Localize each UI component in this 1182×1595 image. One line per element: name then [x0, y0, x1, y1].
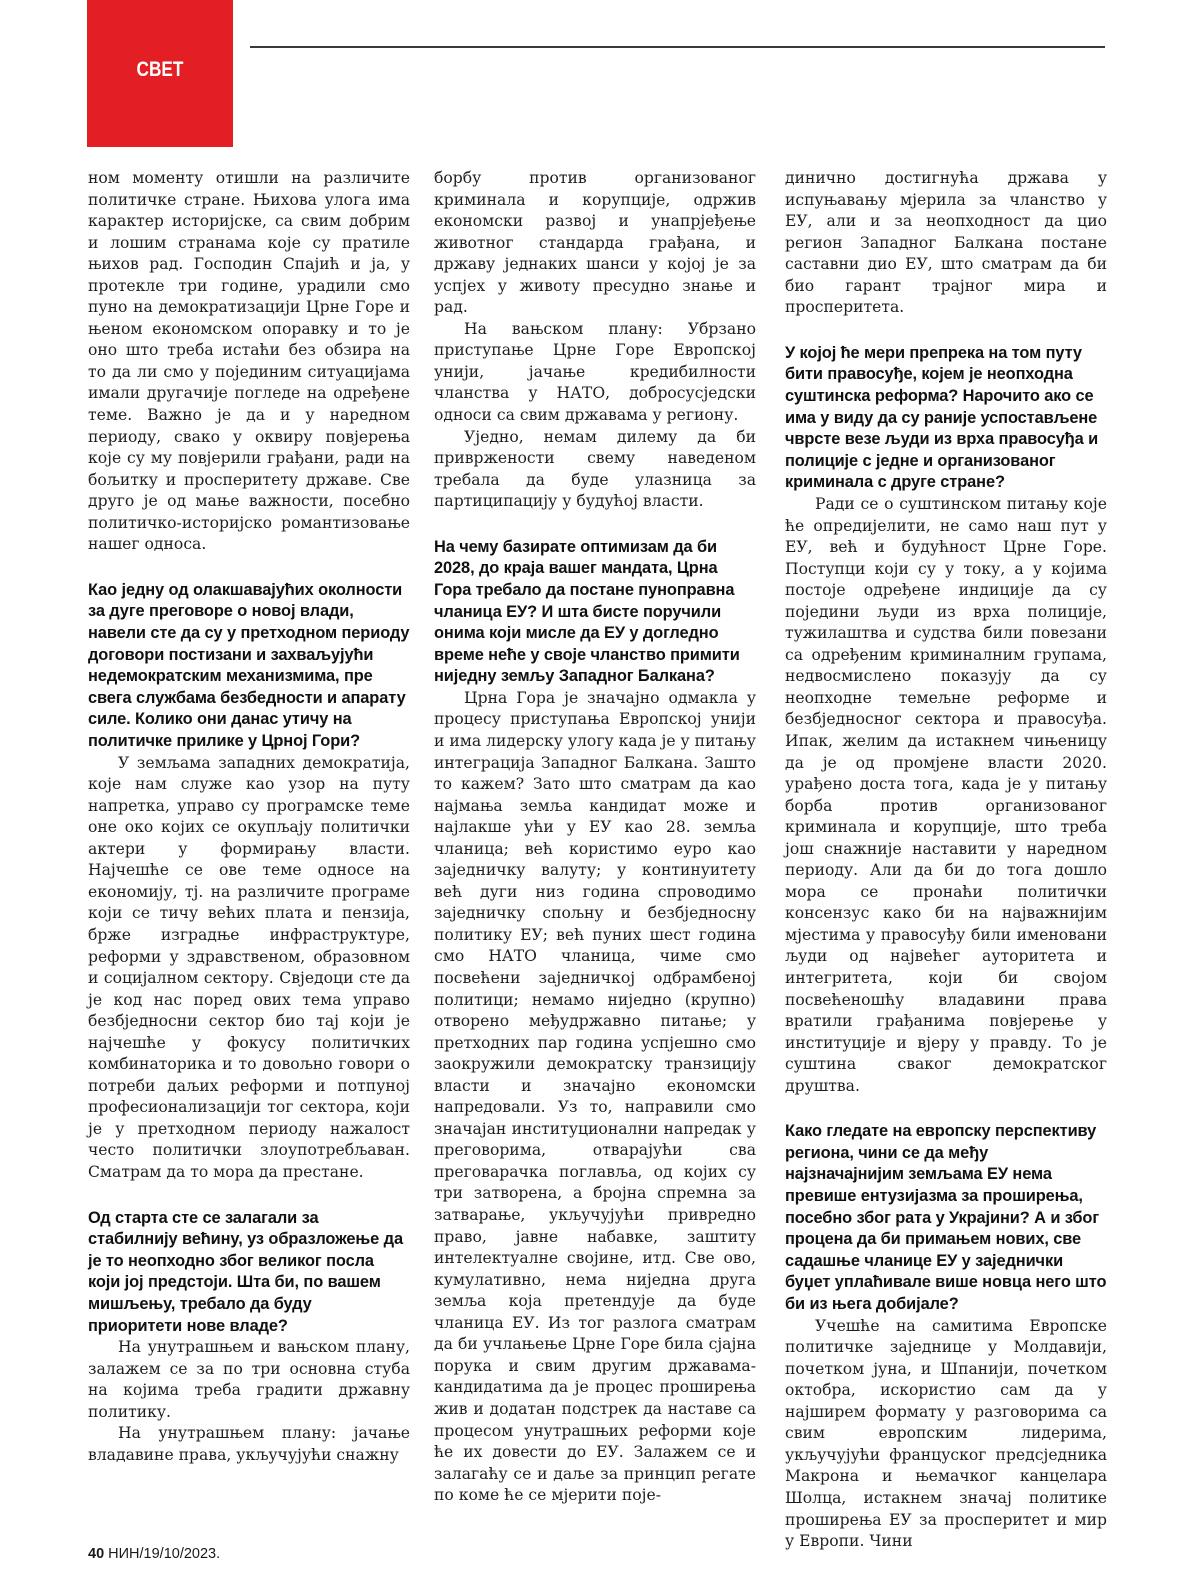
- interview-question: Као једну од олакшавајућих околности за дуге преговоре о новој влади, навели сте да су у претходном периоду договори постизани и захваљујући недемократским механизмима, пре свега службама безбедности и апарату силе. Колико они данас утичу на политичке прилике у Црној Гори?: [88, 580, 410, 750]
- article-column-2: [434, 168, 756, 1507]
- section-tab: [87, 0, 233, 147]
- paragraph: На унутрашњем плану: јачање владавине права, укључујући снажну: [88, 1424, 410, 1464]
- interview-question: Како гледате на европску перспективу региона, чини се да међу најзначајнијим земљама ЕУ нема превише ентузијазма за проширења, посебно због рата у Украјини? А и због процена да би примањем нових, све садашње чланице ЕУ у заједнички буџет уплаћивале више новца него што би из њега добијале?: [785, 1122, 1107, 1314]
- paragraph: У земљама западних демократија, које нам служе као узор на путу напретка, управо су програмске теме оне око којих се окупљају политички актери у формирању власти. Најчешће се ове теме односе на економију, тј. на различите програме који се тичу већих плата и пензија, брже изградње инфраструктуре, реформи у здравственом, образовном и социјалном сектору. Свједоци сте да је код нас поред ових тема управо безбједносни сектор био тај који је најчешће у фокусу политичких комбинаторика и то довољно говори о потреби даљих реформи и потпуној професионализацији тог сектора, који је у претходном периоду нажалост често политички злоупотребљаван. Сматрам да то мора да престане.: [88, 753, 410, 1181]
- paragraph: Учешће на самитима Европске политичке заједнице у Молдавији, почетком јуна, и Шпанији, почетком октобра, искористио сам да у најширем формату у разговорима са свим европским лидерима, укључујући француског предсједника Макрона и њемачког канцелара Шолца, истакнем значај политике проширења ЕУ за просперитет и мир у Европи. Чини: [785, 1316, 1107, 1551]
- page-footer: [88, 1546, 220, 1562]
- interview-question: Од старта сте се залагали за стабилнију већину, уз образложење да је то неопходно због великог посла који јој предстоји. Шта би, по вашем мишљењу, требало да буду приоритети нове владе?: [88, 1208, 403, 1335]
- article-column-3: [785, 168, 1107, 1553]
- publication-date: НИН/19/10/2023.: [108, 1546, 221, 1562]
- article-column-1: [88, 168, 410, 1466]
- page-number: 40: [88, 1546, 105, 1562]
- paragraph: На вањском плану: Убрзано приступање Црне Горе Европској унији, јачање кредибилности чланства у НАТО, добросусједски односи са свим државама у региону.: [434, 319, 756, 425]
- paragraph: борбу против организованог криминала и корупције, одржив економски развој и унапрјеђење животног стандарда грађана, и државу једнаких шанси у којој је за успјех у животу пресудно знање и рад.: [434, 169, 756, 317]
- header-rule: [250, 46, 1105, 48]
- paragraph: динично достигнућа држава у испуњавању мјерила за чланство у ЕУ, али и за неопходност да цио регион Западног Балкана постане саставни дио ЕУ, што сматрам да би био гарант трајног мира и просперитета.: [785, 169, 1107, 317]
- interview-question: На чему базирате оптимизам да би 2028, до краја вашег мандата, Црна Гора требало да постане пуноправна чланица ЕУ? И шта бисте поручили онима који мисле да ЕУ у догледно време неће у своје чланство примити ниједну земљу Западног Балкана?: [434, 537, 740, 686]
- paragraph: Ради се о суштинском питању које ће опредијелити, не само наш пут у ЕУ, већ и будућност Црне Горе. Поступци који су у току, а у којима постоје одређене индиције да су поједини људи из врха полиције, тужилаштва и судства били повезани са одређеним криминалним групама, недвосмислено показују да су неопходне темељне реформе и безбједносног сектора и правосуђа. Ипак, желим да истакнем чињеницу да је од промјене власти 2020. урађено доста тога, када је у питању борба против организованог криминала и корупције, што треба још снажније наставити у наредном периоду. Али да би до тога дошло мора се пронаћи политички консензус како би на најважнијим мјестима у правосуђу били именовани људи од највећег ауторитета и интегритета, који би својом посвећеношћу владавини права вратили грађанима повјерење у институције и вјеру у правду. То је суштина сваког демократског друштва.: [785, 494, 1107, 1095]
- paragraph: ном моменту отишли на различите политичке стране. Њихова улога има карактер историјске, са свим добрим и лошим странама које су пратиле њихов рад. Господин Спајић и ја, у протекле три године, урадили смо пуно на демократизацији Црне Горе и њеном економском опоравку и то је оно што треба истаћи без обзира на то да ли смо у појединим ситуацијама имали другачије погледе на одређене теме. Важно је да и у наредном периоду, свако у оквиру повјерења које су му повјерили грађани, ради на бољитку и просперитету државе. Све друго је од мање важности, посебно политичко-историјско романтизовање нашег односа.: [88, 169, 410, 554]
- paragraph: Црна Гора је значајно одмакла у процесу приступања Европској унији и има лидерску улогу када је у питању интеграција Западног Балкана. Зашто то кажем? Зато што сматрам да као најмања земља кандидат може и најлакше ући у ЕУ као 28. земља чланица; већ користимо еуро као заједничку валуту; у континуитету већ дуги низ година спроводимо заједничку спољну и безбједносну политику ЕУ; већ пуних шест година смо НАТО чланица, чиме смо посвећени заједничкој одбрамбеној политици; немамо ниједно (крупно) отворено међудржавно питање; у претходних пар година успјешно смо заокружили демократску транзицију власти и значајно економски напредовали. Уз то, направили смо значајан институционални напредак у преговорима, отварајући сва преговарачка поглавља, од којих су три затворена, а бројна спремна за затварање, укључујући привредно право, јавне набавке, заштиту интелектуалне својине, итд. Све ово, кумулативно, нема ниједна друга земља која претендује да буде чланица ЕУ. Из тог разлога сматрам да би учлањење Црне Горе била сјајна порука и свим другим државама-кандидатима да је процес проширења жив и додатан подстрек да наставе са процесом унутрашњих реформи које ће их довести до ЕУ. Залажем се и залагаћу се и даље за принцип регате по коме ће се мјерити поје-: [434, 688, 756, 1505]
- section-label: СВЕТ: [136, 58, 184, 81]
- paragraph: Уједно, немам дилему да би привржености свему наведеном требала да буде улазница за партиципацију у будућој власти.: [434, 427, 756, 511]
- paragraph: На унутрашњем и вањском плану, залажем се за по три основна стуба на којима треба градити државну политику.: [88, 1338, 410, 1421]
- interview-question: У којој ће мери препрека на том путу бити правосуђе, којем је неопходна суштинска реформа? Нарочито ако се има у виду да су раније успостављене чврсте везе људи из врха правосуђа и полиције с једне и организованог криминала с друге стране?: [785, 343, 1099, 492]
